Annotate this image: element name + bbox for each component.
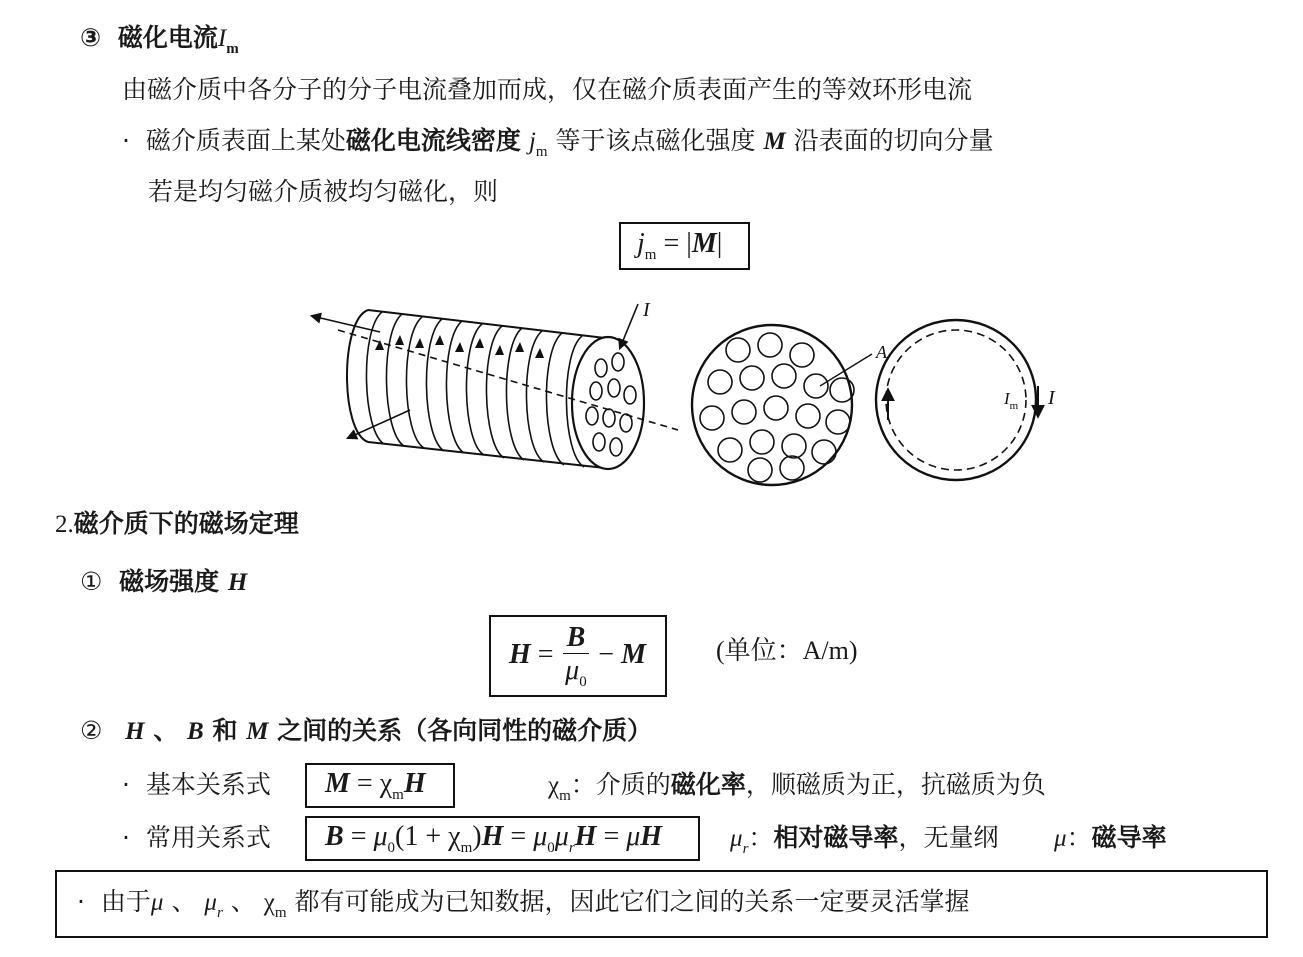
symbol-chi: χ <box>448 821 461 852</box>
symbol-mu-r-sub: r <box>742 841 749 857</box>
note-text <box>77 886 969 922</box>
basic-relation-formula <box>325 768 426 803</box>
label-Im: $I_m$ <box>1004 389 1019 412</box>
common-relation-formula <box>325 821 663 856</box>
common-relation-formula-box <box>305 816 700 861</box>
symbol-chi: χ <box>379 768 393 799</box>
symbol-mu: μ <box>1054 825 1067 852</box>
symbol-H: H <box>509 638 531 670</box>
uniform-condition-line: 若是均匀磁介质被均匀磁化，则 <box>148 177 499 206</box>
symbol-chi-sub: m <box>460 840 473 856</box>
symbol-H: H <box>403 768 426 799</box>
text-segment: ，无量纲 <box>898 823 999 852</box>
text-segment: 磁介质表面上某处 <box>145 126 346 155</box>
section-3-title: 磁化电流 <box>117 23 218 52</box>
unit-label: (单位：A/m) <box>716 636 858 665</box>
symbol-chi: χ <box>263 889 275 916</box>
text-segment: 都有可能成为已知数据，因此它们之间的关系一定要灵活掌握 <box>294 887 970 916</box>
B-over-mu0-fraction <box>563 623 590 690</box>
item-1-heading <box>80 566 247 599</box>
symbol-I-sub: m <box>226 41 239 57</box>
bold-term: 相对磁导率 <box>773 823 899 852</box>
text-segment: 等于该点磁化强度 <box>555 126 756 155</box>
symbol-mu: μ <box>626 821 641 852</box>
symbol-chi-sub: m <box>559 788 571 804</box>
text-segment: 由于 <box>100 887 151 916</box>
symbol-mu-sub: 0 <box>579 674 587 690</box>
basic-relation-formula-box <box>305 763 455 808</box>
symbol-mu: μ <box>533 821 548 852</box>
section-2-heading <box>55 508 299 541</box>
section-3-description: 由磁介质中各分子的分子电流叠加而成，仅在磁介质表面产生的等效环形电流 <box>122 75 973 104</box>
equals-sign: = <box>596 821 627 852</box>
coil-windings <box>366 312 584 467</box>
equals-sign: = <box>343 821 374 852</box>
text-segment: 介质的 <box>595 770 671 799</box>
circled-3-marker: ③ <box>80 23 102 52</box>
susceptibility-description <box>548 769 1046 805</box>
colon: ： <box>1066 823 1092 852</box>
text-segment: 沿表面的切向分量 <box>793 126 994 155</box>
permeability-description <box>1054 822 1167 855</box>
section-3-heading <box>80 22 239 58</box>
label-I-right: I <box>1048 387 1055 409</box>
separator: 、 <box>230 887 256 916</box>
symbol-I: I <box>217 25 227 52</box>
symbol-j: j <box>637 228 645 259</box>
symbol-chi-sub: m <box>274 905 287 921</box>
coil-arrows <box>375 335 544 358</box>
symbol-mu-r: μ <box>730 825 743 852</box>
symbol-M: M <box>621 638 646 670</box>
symbol-mu: μ <box>150 889 164 916</box>
paren-open: (1 + <box>395 821 449 852</box>
bold-term: 磁化电流线密度 <box>345 126 521 155</box>
symbol-H: H <box>640 821 663 852</box>
relative-permeability-description <box>730 822 998 858</box>
label-A: A <box>876 342 887 362</box>
symbol-j: j <box>528 128 536 155</box>
symbol-B: B <box>325 821 344 852</box>
abs-bar-right: | <box>716 228 723 259</box>
bold-term: 磁化率 <box>670 770 746 799</box>
jm-formula <box>637 228 723 263</box>
symbol-j-sub: m <box>535 144 548 160</box>
bullet: · <box>122 823 130 852</box>
symbol-H: H <box>574 821 597 852</box>
symbol-mu-r-sub: r <box>568 840 575 856</box>
symbol-mu-r-sub: r <box>216 905 223 921</box>
text-and: 和 <box>212 716 238 745</box>
item-1-title: 磁场强度 <box>119 567 220 596</box>
symbol-mu-sub: 0 <box>387 840 396 856</box>
fraction-numerator: B <box>563 623 590 654</box>
equals-sign: = <box>530 638 561 670</box>
magnetization-current-figure <box>300 290 1070 500</box>
equals-sign: = <box>349 768 380 799</box>
symbol-mu-r: μ <box>554 821 569 852</box>
cylinder-drawing <box>312 304 678 469</box>
symbol-M: M <box>763 128 786 155</box>
symbol-chi: χ <box>548 772 560 799</box>
separator: 、 <box>153 716 179 745</box>
basic-label-text: 基本关系式 <box>145 770 271 799</box>
heading-number: 2. <box>55 511 74 538</box>
circled-1-marker: ① <box>80 567 103 596</box>
cross-section-molecular-currents <box>692 325 872 485</box>
text-segment: ，顺磁质为正，抗磁质为负 <box>745 770 1046 799</box>
label-I-top: I <box>643 299 650 321</box>
colon: ： <box>748 823 774 852</box>
symbol-H: H <box>481 821 504 852</box>
common-label-text: 常用关系式 <box>145 823 271 852</box>
surface-current-density-line <box>122 125 994 161</box>
bullet: · <box>77 887 85 916</box>
symbol-mu-r: μ <box>204 889 217 916</box>
symbol-B: B <box>187 718 204 745</box>
symbol-M: M <box>691 228 717 259</box>
symbol-chi-sub: m <box>392 787 404 803</box>
basic-relation-label <box>122 769 271 801</box>
minus-sign: − <box>591 638 622 670</box>
abs-bar-left: | <box>686 228 692 259</box>
H-definition-formula <box>509 623 646 690</box>
colon: ： <box>570 770 596 799</box>
symbol-M: M <box>325 768 350 799</box>
symbol-mu-sub: 0 <box>547 840 555 856</box>
symbol-mu: μ <box>373 821 388 852</box>
symbol-H: H <box>227 569 248 596</box>
item-2-rest: 之间的关系（各向同性的磁介质） <box>277 716 653 745</box>
note-box <box>55 870 1268 938</box>
bullet: · <box>122 126 130 155</box>
circled-2-marker: ② <box>80 716 103 745</box>
H-definition-formula-box <box>489 615 667 697</box>
heading-text: 磁介质下的磁场定理 <box>73 509 299 538</box>
symbol-H: H <box>125 718 145 745</box>
equals-sign: = <box>503 821 534 852</box>
fraction-denominator <box>563 654 590 690</box>
symbol-j-sub: m <box>644 247 657 263</box>
equals-sign: = <box>656 228 687 259</box>
symbol-M: M <box>246 718 269 745</box>
item-2-heading <box>80 715 652 748</box>
common-relation-label <box>122 822 271 854</box>
symbol-mu: μ <box>565 655 580 686</box>
bullet: · <box>122 770 130 799</box>
jm-equals-M-formula-box <box>619 222 750 270</box>
paren-close: ) <box>472 821 482 852</box>
bold-term: 磁导率 <box>1091 823 1167 852</box>
separator: 、 <box>171 887 197 916</box>
